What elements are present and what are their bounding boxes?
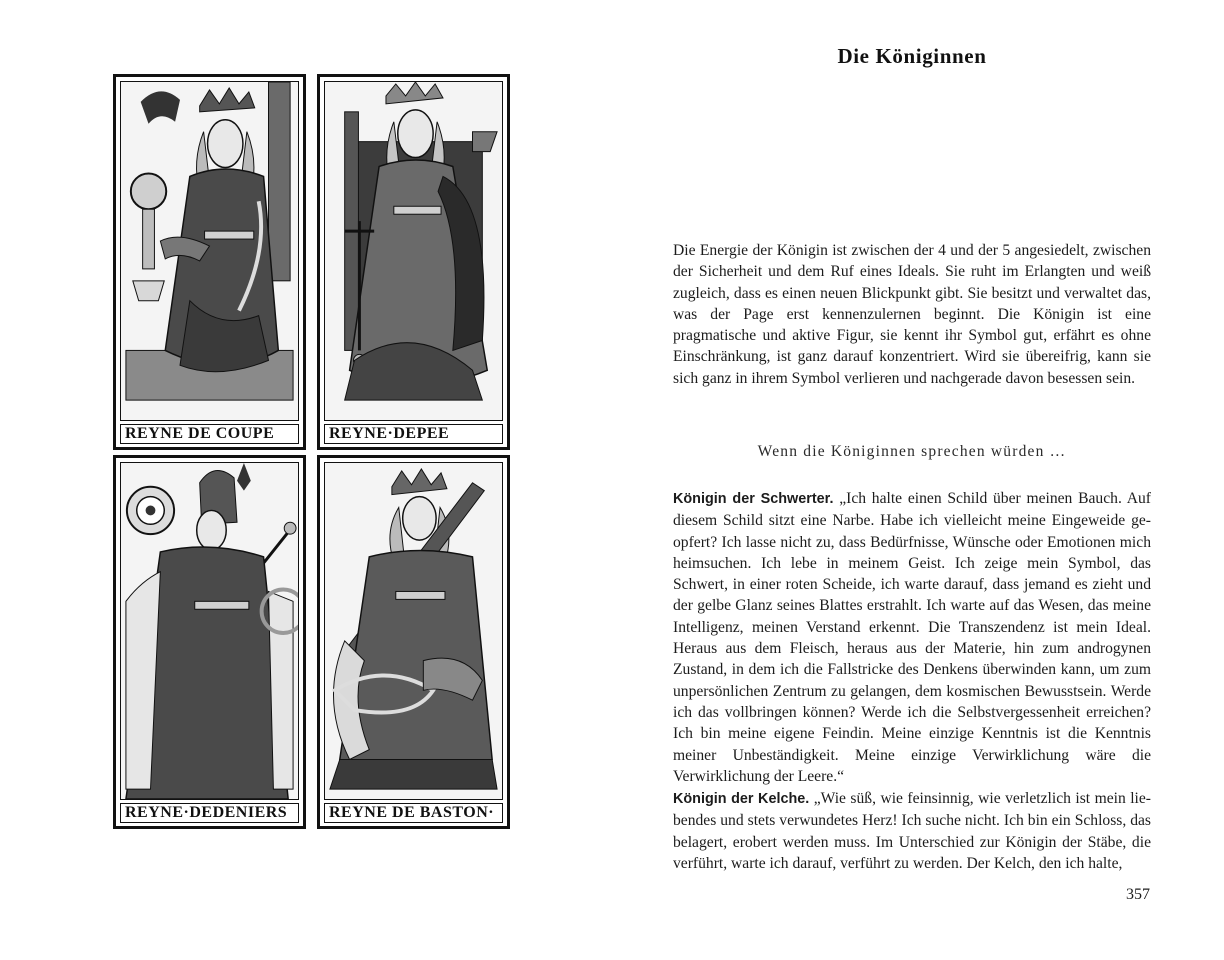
queen-of-swords-lead: Königin der Schwerter.	[673, 491, 834, 507]
page-title: Die Königinnen	[837, 44, 987, 68]
card-illustration-queen-of-swords	[324, 81, 503, 421]
queen-of-cups-lead: Königin der Kelche.	[673, 791, 810, 807]
section-subheading: Wenn die Königinnen sprechen würden …	[757, 443, 1067, 460]
queen-of-swords-paragraph	[673, 488, 1151, 787]
card-caption: REYNE DE BASTON·	[324, 803, 503, 823]
tarot-card-queen-of-coins	[113, 455, 306, 829]
queen-of-cups-text: „Wie süß, wie feinsinnig, wie verletzlich ist mein liebendes und stets verwundetes Herz! Ich suche nicht. Ich bin ein Schloss, das belagert, erobert werden muss. Im Unterschied zur Königin der Stäbe, die verführt, warte ich darauf, verführt zu werden. Der Kelch, den ich halte,	[673, 790, 1151, 872]
tarot-card-queen-of-wands	[317, 455, 510, 829]
tarot-card-queen-of-swords	[317, 74, 510, 450]
card-illustration-queen-of-cups	[120, 81, 299, 421]
queen-of-swords-text: „Ich halte einen Schild über meinen Bauch. Auf diesem Schild sitzt eine Narbe. Habe ich vielleicht meine Eingeweide geopfert? Ich lasse nicht zu, dass Bedürfnisse, Wünsche oder Emotionen mich heimsuchen. Ich lebe in meinem Geist. Ich zeige mein Symbol, das Schwert, in einer roten Scheide, ich warte darauf, dass jemand es zieht und der gelbe Glanz seines Blattes erstrahlt. Ich warte auf das Wesen, das meine Intelligenz, meinen Verstand erkennt. Die Transzendenz ist mein Ideal. Heraus aus dem Fleisch, heraus aus der Materie, hin zum androgynen Zustand, in dem ich die Fallstricke des Denkens überwinden kann, um zum unpersönlichen Zentrum zu gelangen, dem kosmischen Bewusstsein. Werde ich das vollbringen können? Werde ich die Selbstvergessenheit erreichen? Ich bin meine eigene Feindin. Meine einzige Kenntnis ist die Kenntnis meiner Unbeständigkeit. Meine einzige Verwirklichung wäre die Verwirklichung der Leere.“	[673, 490, 1151, 785]
tarot-card-queen-of-cups	[113, 74, 306, 450]
queen-of-cups-paragraph	[673, 788, 1151, 874]
intro-paragraph: Die Energie der Königin ist zwischen der 4 und der 5 angesiedelt, zwischen der Sicherheit und dem Ruf eines Ideals. Sie ruht im Erlangten und weiß zugleich, dass es einen neuen Blickpunkt gibt. Sie besitzt und verwaltet das, was der Page erst kennenzulernen beginnt. Die Königin ist eine pragmatische und aktive Figur, sie kennt ihr Symbol gut, erfährt es ohne Einschränkung, ist ganz darauf konzentriert. Wird sie übereifrig, kann sie sich ganz in ihrem Symbol verlieren und nachgerade davon besessen sein.	[673, 242, 1151, 387]
page-number: 357	[1126, 886, 1150, 903]
card-caption: REYNE·DEPEE	[324, 424, 503, 444]
card-illustration-queen-of-wands	[324, 462, 503, 800]
card-caption: REYNE DE COUPE	[120, 424, 299, 444]
card-caption: REYNE·DEDENIERS	[120, 803, 299, 823]
card-illustration-queen-of-coins	[120, 462, 299, 800]
